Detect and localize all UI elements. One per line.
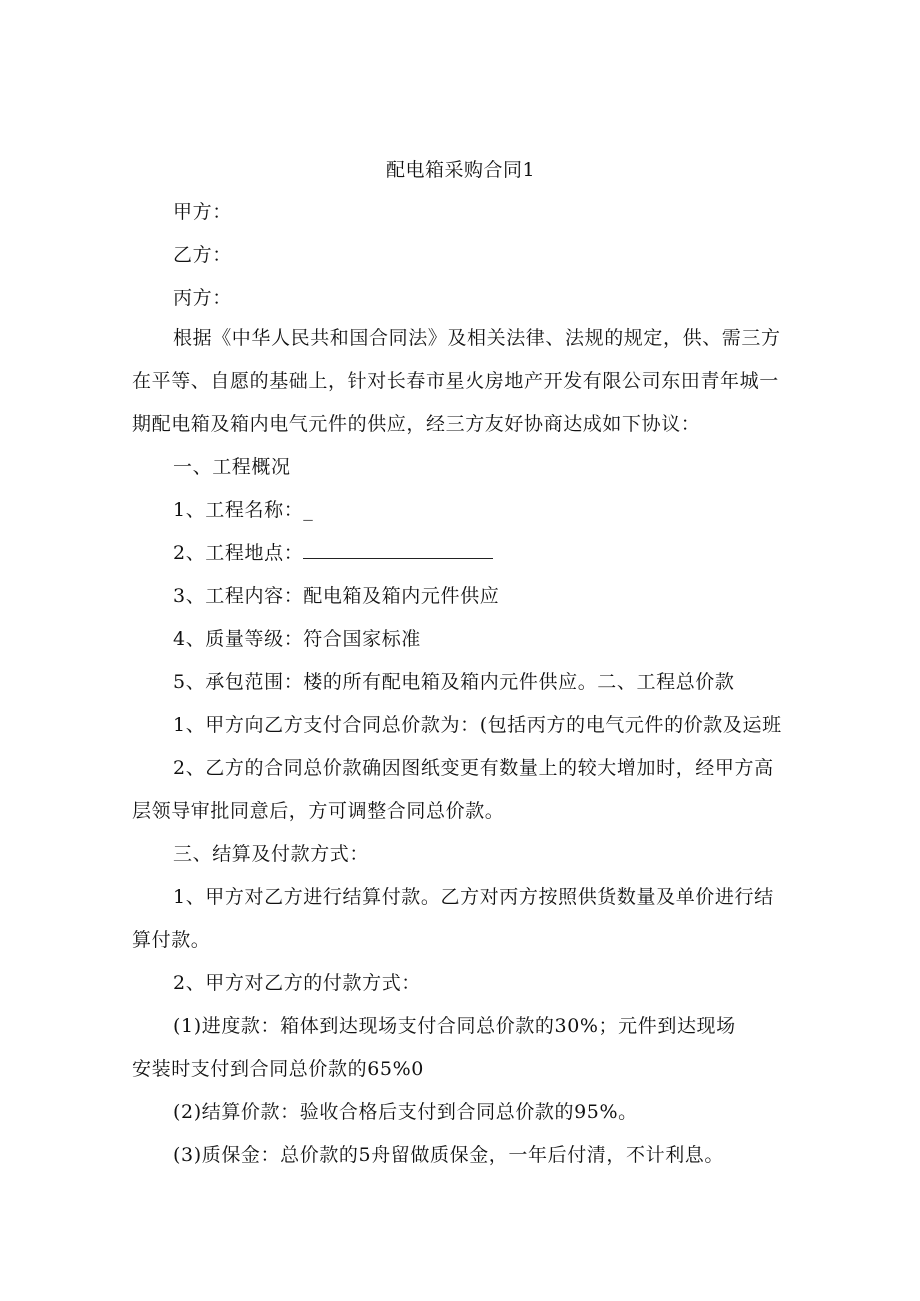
settlement-clause-1-line-1: 1、甲方对乙方进行结算付款。乙方对丙方按照供货数量及单价进行结 — [173, 886, 774, 908]
party-c-label: 丙方： — [173, 287, 232, 309]
project-location-label: 2、工程地点： — [173, 542, 304, 564]
intro-line-2: 在平等、自愿的基础上，针对长春市星火房地产开发有限公司东田青年城一 — [132, 370, 779, 392]
project-content-line: 3、工程内容：配电箱及箱内元件供应 — [173, 585, 500, 607]
settlement-clause-1-line-2: 算付款。 — [132, 929, 211, 951]
project-name-line — [173, 498, 313, 522]
intro-line-1: 根据《中华人民共和国合同法》及相关法律、法规的规定，供、需三方 — [173, 327, 781, 349]
settlement-clause-2-heading: 2、甲方对乙方的付款方式： — [173, 972, 421, 994]
party-a-label: 甲方： — [173, 201, 232, 223]
section-3-heading: 三、结算及付款方式： — [173, 843, 370, 865]
price-clause-2-line-2: 层领导审批同意后，方可调整合同总价款。 — [132, 800, 505, 822]
settlement-payment-line: (2)结算价款：验收合格后支付到合同总价款的95%。 — [173, 1101, 638, 1123]
party-b-label: 乙方： — [173, 244, 232, 266]
project-name-label: 1、工程名称： — [173, 499, 304, 521]
intro-line-3: 期配电箱及箱内电气元件的供应，经三方友好协商达成如下协议： — [132, 413, 701, 435]
quality-grade-line: 4、质量等级：符合国家标准 — [173, 628, 421, 650]
document-title: 配电箱采购合同1 — [386, 159, 536, 181]
contract-scope-line: 5、承包范围：楼的所有配电箱及箱内元件供应。二、工程总价款 — [173, 671, 735, 693]
progress-payment-line-1: (1)进度款：箱体到达现场支付合同总价款的30%；元件到达现场 — [173, 1015, 736, 1037]
project-location-blank — [303, 542, 493, 559]
warranty-deposit-line: (3)质保金：总价款的5舟留做质保金，一年后付清，不计利息。 — [173, 1144, 725, 1166]
project-location-line — [173, 541, 493, 565]
project-name-blank: _ — [303, 499, 314, 521]
price-clause-1: 1、甲方向乙方支付合同总价款为：(包括丙方的电气元件的价款及运班 — [173, 714, 782, 736]
progress-payment-line-2: 安装时支付到合同总价款的65%0 — [132, 1058, 424, 1080]
section-1-heading: 一、工程概况 — [173, 456, 291, 478]
price-clause-2-line-1: 2、乙方的合同总价款确因图纸变更有数量上的较大增加时，经甲方高 — [173, 757, 774, 779]
